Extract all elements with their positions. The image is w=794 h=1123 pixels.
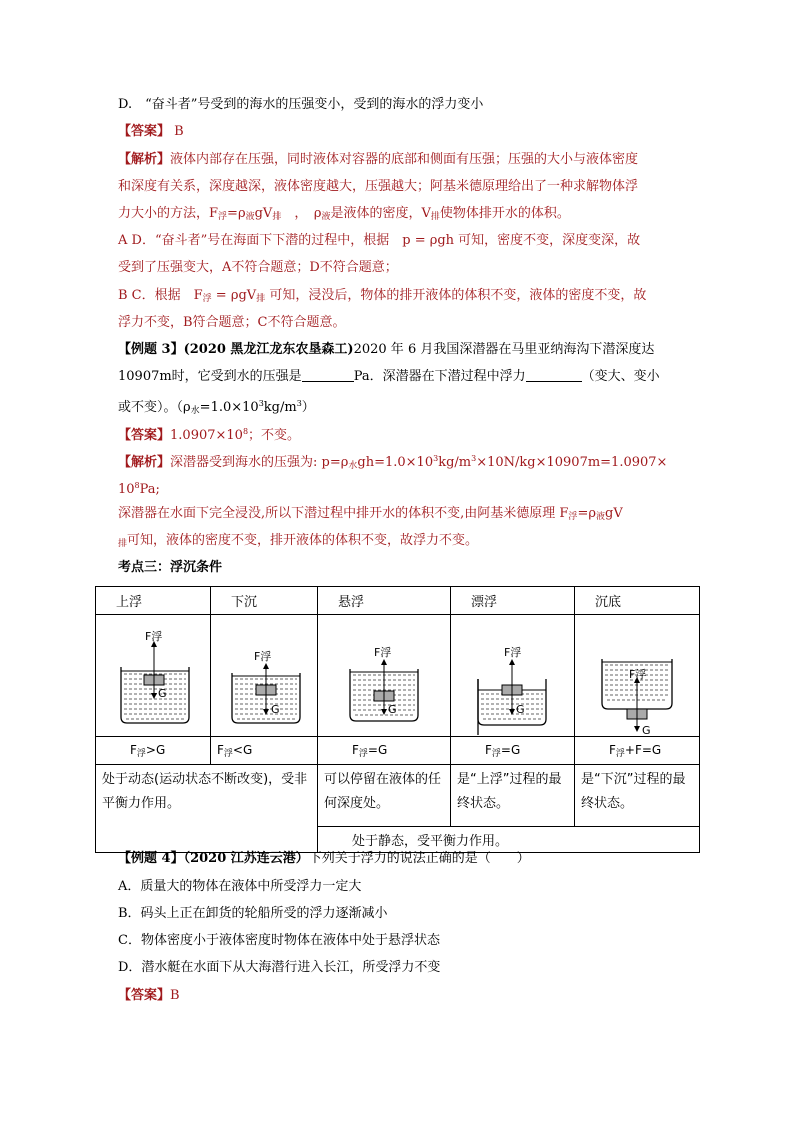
relation-suspend: $F_浮=G$: [318, 737, 451, 765]
beaker-suspend-diagram: [324, 615, 444, 735]
relation-float: $F_浮=G$: [451, 737, 575, 765]
explanation-1-line7: 浮力不变，B符合题意；C不符合题意。: [118, 315, 346, 330]
option-a: A．质量大的物体在液体中所受浮力一定大: [118, 879, 362, 894]
example-3-text: 2020 年 6 月我国深潜器在马里亚纳海沟下潜深度达: [353, 342, 655, 357]
option-b: B．码头上正在卸货的轮船所受的浮力逐渐减小: [118, 906, 388, 921]
explanation-label: 【解析】: [118, 152, 171, 167]
answer-label: 【答案】: [118, 124, 171, 139]
svg-text:G: G: [388, 703, 397, 716]
answer-4: 【答案】B: [118, 988, 180, 1003]
svg-text:G: G: [641, 724, 651, 735]
diagram-rise: [96, 615, 211, 737]
beaker-bottom-diagram: [580, 615, 695, 735]
explanation-3: 【解析】深潜器受到海水的压强为: $p=\rho_水gh=1.0\times 10^3kg/m^3\times 10N/kg\times 10907m=1.0907\times$: [118, 454, 668, 471]
answer-value: B: [174, 124, 184, 139]
example-4-text: 下列关于浮力的说法正确的是（ ）: [308, 851, 530, 866]
description-row: [96, 765, 700, 827]
answer-1: [118, 123, 184, 141]
gravity-label: G: [158, 687, 167, 700]
svg-text:F浮: F浮: [628, 668, 646, 681]
buoyancy-label: F浮: [145, 630, 163, 643]
description-suspend: 可以停留在液体的任何深度处。: [318, 765, 451, 827]
section-heading: 考点三：浮沉条件: [118, 560, 223, 575]
explanation-1-line3: 力大小的方法，$F_浮=\rho_液gV_排$ ， $\rho_液$是液体的密度，$V_排$使物体排开水的体积。: [118, 206, 570, 222]
relation-rise: $F_浮>G$: [96, 737, 211, 765]
option-c: C．物体密度小于液体密度时物体在液体中处于悬浮状态: [118, 933, 440, 948]
answer-blank-1[interactable]: [302, 369, 354, 382]
explanation-text: 液体内部存在压强，同时液体对容器的底部和侧面有压强；压强的大小与液体密度: [170, 152, 639, 167]
svg-text:G: G: [515, 703, 525, 716]
table-header-row: [96, 587, 700, 615]
explanation-1-line5: 受到了压强变大，A不符合题意；D不符合题意；: [118, 260, 398, 275]
diagram-bottom: [575, 615, 700, 737]
explanation-1-line4: A D．“奋斗者”号在海面下下潜的过程中，根据 p = ρgh 可知，密度不变，深度变深，故: [118, 233, 641, 248]
example-3: [118, 341, 654, 359]
relation-row: [96, 737, 700, 765]
example-3-line3: 或不变）。$(\rho_水=1.0\times 10^3kg/m^3)$: [118, 399, 315, 416]
description-static: 处于静态，受平衡力作用。: [318, 827, 700, 853]
answer-3: 【答案】$1.0907\times 10^8$；不变。: [118, 427, 301, 443]
float-sink-table: [95, 586, 700, 853]
header-bottom: 沉底: [575, 587, 700, 615]
relation-bottom: $F_浮+F=G$: [575, 737, 700, 765]
diagram-row: [96, 615, 700, 737]
description-sink: 是“下沉”过程的最终状态。: [575, 765, 700, 827]
explanation-1: [118, 151, 638, 169]
description-float: 是“上浮”过程的最终状态。: [451, 765, 575, 827]
relation-sink: $F_浮<G$: [211, 737, 318, 765]
example-3-label: 【例题 3】(2020 黑龙江龙东农垦森工): [118, 342, 354, 357]
example-3-line2: 10907m时，它受到水的压强是 Pa．深潜器在下潜过程中浮力 （变大、变小: [118, 369, 660, 384]
beaker-float-diagram: [456, 615, 570, 735]
beaker-sink-diagram: [212, 615, 316, 735]
example-4-label: 【例题 4】（2020 江苏连云港）: [118, 851, 309, 866]
explanation-3-line3: 深潜器在水面下完全浸没,所以下潜过程中排开水的体积不变,由阿基米德原理 $F_浮=\rho_液gV$: [118, 506, 623, 522]
answer-blank-2[interactable]: [526, 369, 582, 382]
diagram-float: [451, 615, 575, 737]
explanation-1-line2: 和深度有关系，深度越深，液体密度越大，压强越大；阿基米德原理给出了一种求解物体浮: [118, 179, 639, 194]
explanation-3-line4: $_排$可知，液体的密度不变，排开液体的体积不变，故浮力不变。: [118, 533, 479, 549]
svg-text:G: G: [271, 703, 280, 716]
option-d-4: D．潜水艇在水面下从大海潜行进入长江，所受浮力不变: [118, 960, 441, 975]
svg-text:F浮: F浮: [503, 646, 521, 659]
option-d: D. “奋斗者”号受到的海水的压强变小，受到的海水的浮力变小: [118, 97, 484, 112]
header-rise: 上浮: [96, 587, 211, 615]
svg-text:F浮: F浮: [254, 650, 272, 663]
explanation-1-line6: B C．根据 $F_浮 = \rho gV_排$ 可知，浸没后，物体的排开液体的体积不变，液体的密度不变，故: [118, 288, 647, 304]
svg-text:F浮: F浮: [374, 646, 392, 659]
explanation-3-line2: $10^8Pa$;: [118, 481, 160, 497]
description-dynamic: 处于动态(运动状态不断改变)，受非平衡力作用。: [96, 765, 318, 853]
diagram-suspend: [318, 615, 451, 737]
example-4: [118, 850, 530, 868]
header-suspend: 悬浮: [318, 587, 451, 615]
header-sink: 下沉: [211, 587, 318, 615]
header-float: 漂浮: [451, 587, 575, 615]
beaker-rise-diagram: [98, 615, 208, 735]
diagram-sink: [211, 615, 318, 737]
